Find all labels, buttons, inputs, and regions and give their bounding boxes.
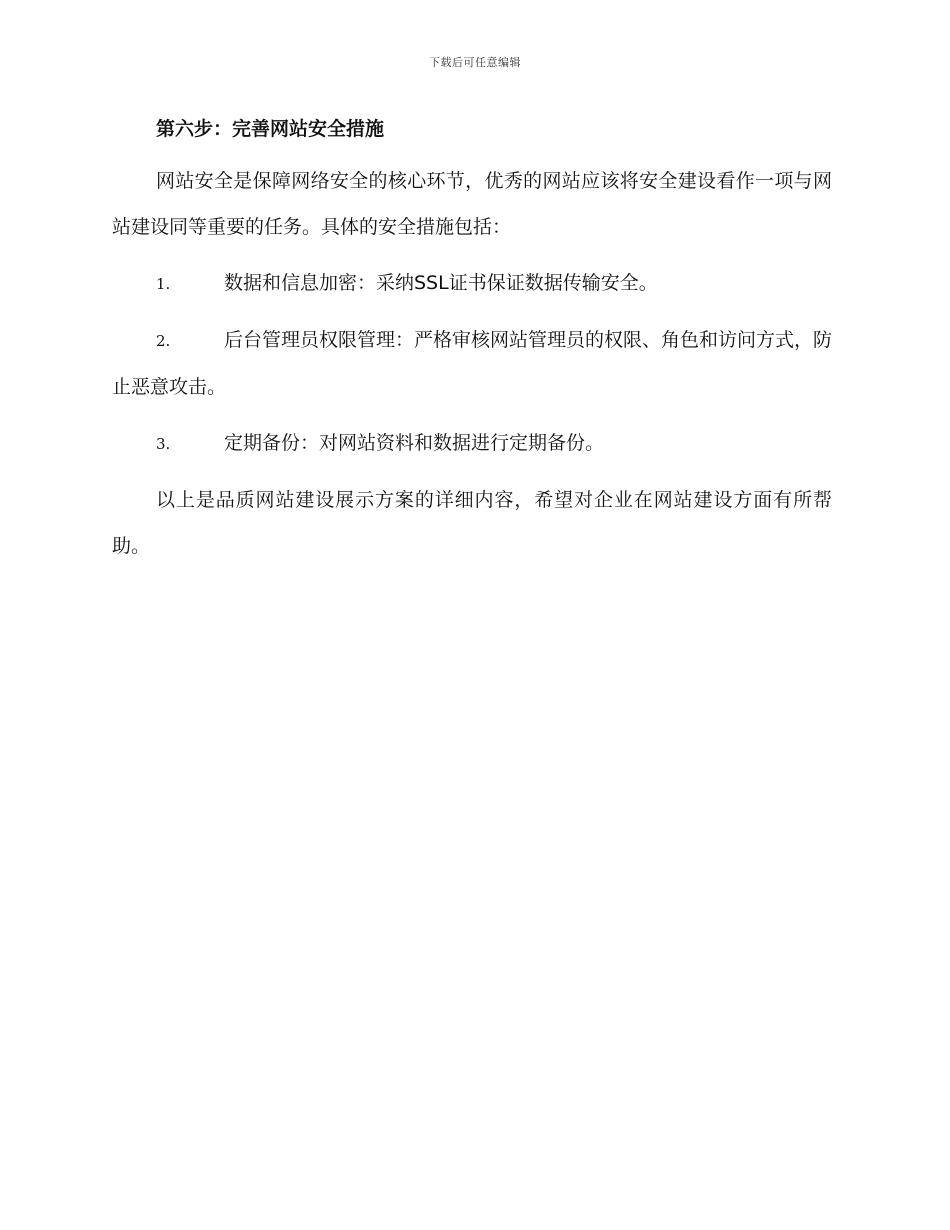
list-item-number: 3.: [156, 435, 171, 453]
conclusion-paragraph: 以上是品质网站建设展示方案的详细内容，希望对企业在网站建设方面有所帮助。: [112, 489, 832, 557]
list-item: [112, 420, 832, 467]
list-item: [112, 317, 832, 410]
document-body: [112, 112, 832, 579]
intro-paragraph: 网站安全是保障网络安全的核心环节，优秀的网站应该将安全建设看作一项与网站建设同等重要的任务。具体的安全措施包括：: [112, 170, 832, 238]
list-item-number: 2.: [156, 332, 171, 350]
header-note: 下载后可任意编辑: [429, 56, 521, 69]
list-item-text: 数据和信息加密：采纳SSL证书保证数据传输安全。: [224, 272, 658, 294]
list-item-text: 定期备份：对网站资料和数据进行定期备份。: [224, 432, 605, 454]
list-item: [112, 260, 832, 307]
section-heading: 第六步：完善网站安全措施: [156, 118, 385, 140]
list-item-number: 1.: [156, 275, 171, 293]
list-item-text: 后台管理员权限管理：严格审核网站管理员的权限、角色和访问方式，防止恶意攻击。: [112, 329, 833, 398]
